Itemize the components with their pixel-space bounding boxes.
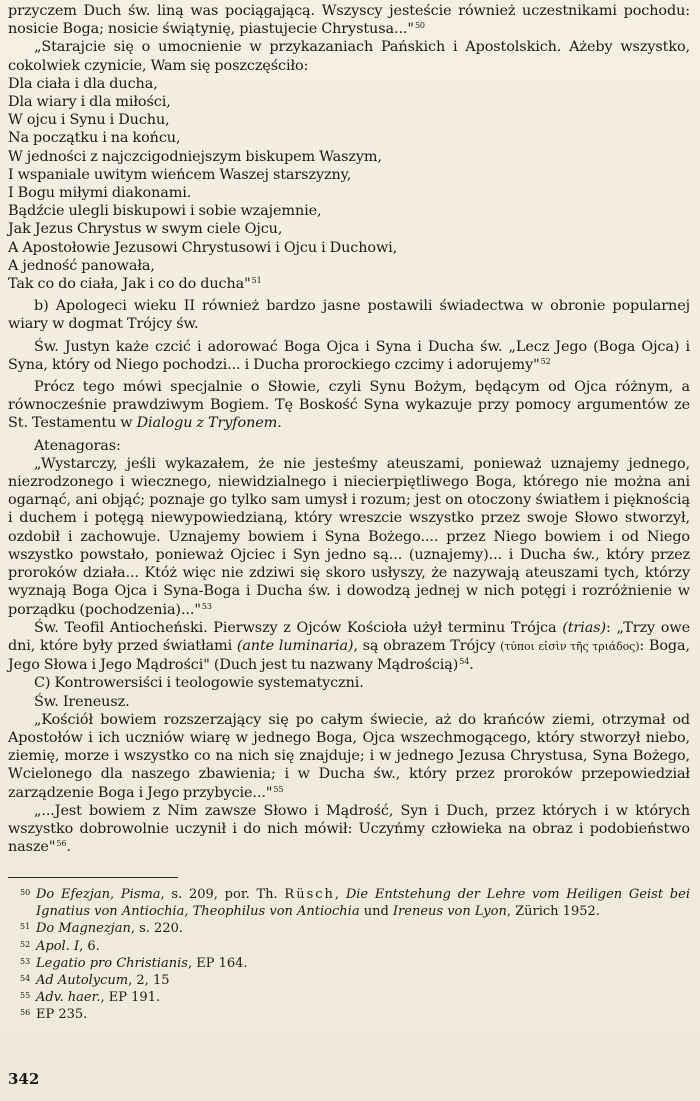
footnote-ref[interactable]: 51 (251, 276, 262, 286)
paragraph-text: „Kościół bowiem rozszerzający się po całym świecie, aż do krańców ziemi, otrzymał od Apostołów i ich uczniów wiarę w jednego Boga, Ojca wszechmogącego, który stworzył niebo, ziemię, morze i wszystko co na nich się znajduje; i w jednego Jezusa Chrystusa, Syna Bożego, Wcielonego dla naszego zbawienia; i w Ducha św., który przez proroków przepowiedział zarządzenie Boga i Jego przybycie..." (8, 711, 690, 801)
footnote-text (36, 920, 690, 937)
paragraph-text: „Wystarczy, jeśli wykazałem, że nie jesteśmy ateuszami, ponieważ uznajemy jednego, niezrodzonego i wiecznego, niewidzialnego i niecierpiętliwego Boga, którego nie można ani ogarnąć, ani objąć; poznaje go tylko sam umysł i rozum; jest on otoczony światłem i pięknością i duchem i potęgą niewypowiedzianą, który wreszcie wszystko przez swoje Słowo stworzył, ozdobił i zachowuje. Uznajemy bowiem i Syna Bożego.... przez Niego bowiem i od Niego wszystko powstało, ponieważ Ojciec i Syn jedno są... (uznajemy)... i Ducha św., który przez proroków działa... Któż więc nie zdziwi się skoro usłyszy, że nazywają ateuszami tych, którzy wyznają Boga Ojca i Syna-Boga i Ducha św. i dowodzą jednej w nich potęgi i rozróżnienie w porządku (pochodzenia)..." (8, 455, 690, 618)
verse-text: Tak co do ciała, Jak i co do ducha" (8, 276, 251, 293)
footnote-number: 53 (20, 956, 31, 966)
verse-line: W ojcu i Synu i Duchu, (8, 112, 170, 129)
paragraph (8, 338, 690, 374)
footnotes (8, 886, 690, 1024)
paragraph-text: Św. Justyn każe czcić i adorować Boga Ojca i Syna i Ducha św. „Lecz Jego (Boga Ojca) i Syna, który od Niego pochodzi... i Ducha prorockiego czcimy i adorujemy" (8, 338, 690, 373)
verse-line: I Bogu miłymi diakonami. (8, 185, 192, 202)
citation-text: , EP 191. (100, 990, 161, 1006)
citation-text: und (359, 904, 393, 920)
subsection-heading (8, 693, 690, 711)
paragraph (8, 378, 690, 433)
citation-text: , 6. (79, 938, 100, 954)
italic-term: (ante luminaria) (236, 637, 354, 654)
footnote (8, 989, 690, 1006)
paragraph-text: „Starajcie się o umocnienie w przykazaniach Pańskich i Apostolskich. Ażeby wszystko, cokolwiek czynicie, Wam się poszczęściło: (8, 39, 690, 74)
paragraph (8, 802, 690, 857)
footnote (8, 955, 690, 972)
footnote-ref[interactable]: 54 (459, 657, 470, 667)
citation-text: , s. 220. (130, 921, 183, 937)
paragraph-text: Prócz tego mówi specjalnie o Słowie, czyli Synu Bożym, będącym od Ojca różnym, a równocześnie prawdziwym Bogiem. Tę Boskość Syna wykazuje przy pomocy argumentów ze St. Testamentu w (8, 379, 690, 432)
citation-title: Die Entstehung der Lehre vom Heiligen Geist bei Ignatius von Antiochia, Theophilus von Antiochia (36, 887, 690, 920)
italic-title: Dialogu z Tryfonem (136, 415, 278, 432)
citation-title: Do Efezjan, Pisma (36, 887, 161, 902)
footnote (8, 1006, 690, 1023)
verse-line: Jak Jezus Chrystus w swym ciele Ojcu, (8, 221, 283, 238)
citation-text: , Zürich 1952. (506, 904, 600, 920)
paragraph-text: przyczem Duch św. liną was pociągającą. Wszyscy jesteście również uczestnikami pochodu: nosicie Boga; nosicie świątynię, piastujecie Chrystusa..." (8, 3, 690, 38)
verse-line (8, 275, 690, 293)
author-name: Rüsch (284, 887, 335, 902)
citation-text: , s. 209, por. Th. (160, 887, 285, 902)
period: . (66, 839, 71, 856)
paragraph (8, 38, 690, 74)
citation-text: EP 235. (36, 1007, 88, 1023)
section-heading (8, 674, 690, 692)
footnote-text (36, 972, 690, 989)
footnote-text (36, 989, 690, 1006)
footnote-ref[interactable]: 50 (414, 21, 425, 31)
paragraph-text: b) Apologeci wieku II również bardzo jasne postawili świadectwa w obronie popularnej wiary w dogmat Trójcy św. (8, 298, 690, 333)
paragraph (8, 455, 690, 619)
italic-term: (trias) (562, 619, 606, 636)
footnote-ref[interactable]: 53 (201, 601, 212, 611)
verse-block (8, 75, 690, 293)
footnote-number: 51 (20, 922, 31, 932)
citation-text: , EP 164. (187, 955, 248, 971)
footnote-text (36, 1006, 690, 1023)
footnote (8, 938, 690, 955)
verse-line: I wspaniale uwitym wieńcem Waszej starszyzny, (8, 166, 352, 183)
paragraph (8, 2, 690, 38)
footnote (8, 886, 690, 920)
footnote-text (36, 886, 690, 920)
footnote-number: 50 (20, 888, 31, 897)
footnote-number: 54 (20, 974, 31, 984)
verse-line: Dla wiary i dla miłości, (8, 94, 171, 111)
paragraph-text: Św. Teofil Antiocheński. Pierwszy z Ojców Kościoła użył terminu Trójca (34, 619, 563, 636)
paragraph (8, 297, 690, 333)
footnote (8, 920, 690, 937)
paragraph-text: Atenagoras: (34, 437, 121, 454)
verse-line: W jedności z najczcigodniejszym biskupem Waszym, (8, 148, 382, 165)
citation-title: Apol. I (36, 938, 80, 954)
paragraph (8, 437, 690, 455)
citation-title: Ireneus von Lyon (392, 904, 507, 920)
paragraph-text: : „Trzy owe dni, które były przed światłami (8, 619, 690, 654)
footnote (8, 972, 690, 989)
footnote-ref[interactable]: 55 (273, 784, 284, 794)
footnote-number: 52 (20, 939, 31, 949)
citation-title: Ad Autolycum (36, 973, 129, 989)
verse-line: A jedność panowała, (8, 257, 155, 274)
paragraph (8, 711, 690, 802)
heading-text: Św. Ireneusz. (34, 693, 130, 710)
paragraph-text: „...Jest bowiem z Nim zawsze Słowo i Mądrość, Syn i Duch, przez których i w których wszystko dobrowolnie uczynił i do nich mówił: Uczyńmy człowieka na obraz i podobieństwo nasze" (8, 802, 690, 856)
citation-title: Adv. haer. (36, 990, 101, 1006)
verse-line: A Apostołowie Jezusowi Chrystusowi i Ojcu i Duchowi, (8, 239, 398, 256)
footnote-ref[interactable]: 52 (540, 356, 551, 366)
citation-text: , 2, 15 (128, 973, 170, 989)
footnote-divider (8, 877, 178, 878)
footnote-number: 55 (20, 991, 31, 1001)
citation-title: Do Magnezjan (36, 921, 131, 937)
verse-line: Dla ciała i dla ducha, (8, 75, 158, 92)
footnote-text (36, 938, 690, 955)
paragraph-text: : Boga, Jego Słowa i Jego Mądrości" (Duch jest tu nazwany Mądrością) (8, 637, 690, 674)
footnote-ref[interactable]: 56 (56, 839, 67, 849)
citation-text: , (334, 887, 346, 902)
greek-phrase: (τύποι εἰσὶν τῆς τριάδος) (500, 639, 640, 653)
citation-title: Legatio pro Christianis (36, 955, 188, 971)
footnote-number: 56 (20, 1008, 31, 1018)
verse-line: Na początku i na końcu, (8, 130, 181, 147)
verse-line: Bądźcie ulegli biskupowi i sobie wzajemnie, (8, 203, 322, 220)
main-text (8, 2, 690, 856)
page-number: 342 (8, 1070, 40, 1088)
paragraph-text: , są obrazem Trójcy (353, 637, 501, 654)
paragraph-text: . (277, 415, 282, 432)
period: . (469, 657, 474, 674)
footnote-text (36, 955, 690, 972)
paragraph (8, 619, 690, 675)
heading-text: C) Kontrowersiści i teologowie systematyczni. (34, 675, 364, 692)
